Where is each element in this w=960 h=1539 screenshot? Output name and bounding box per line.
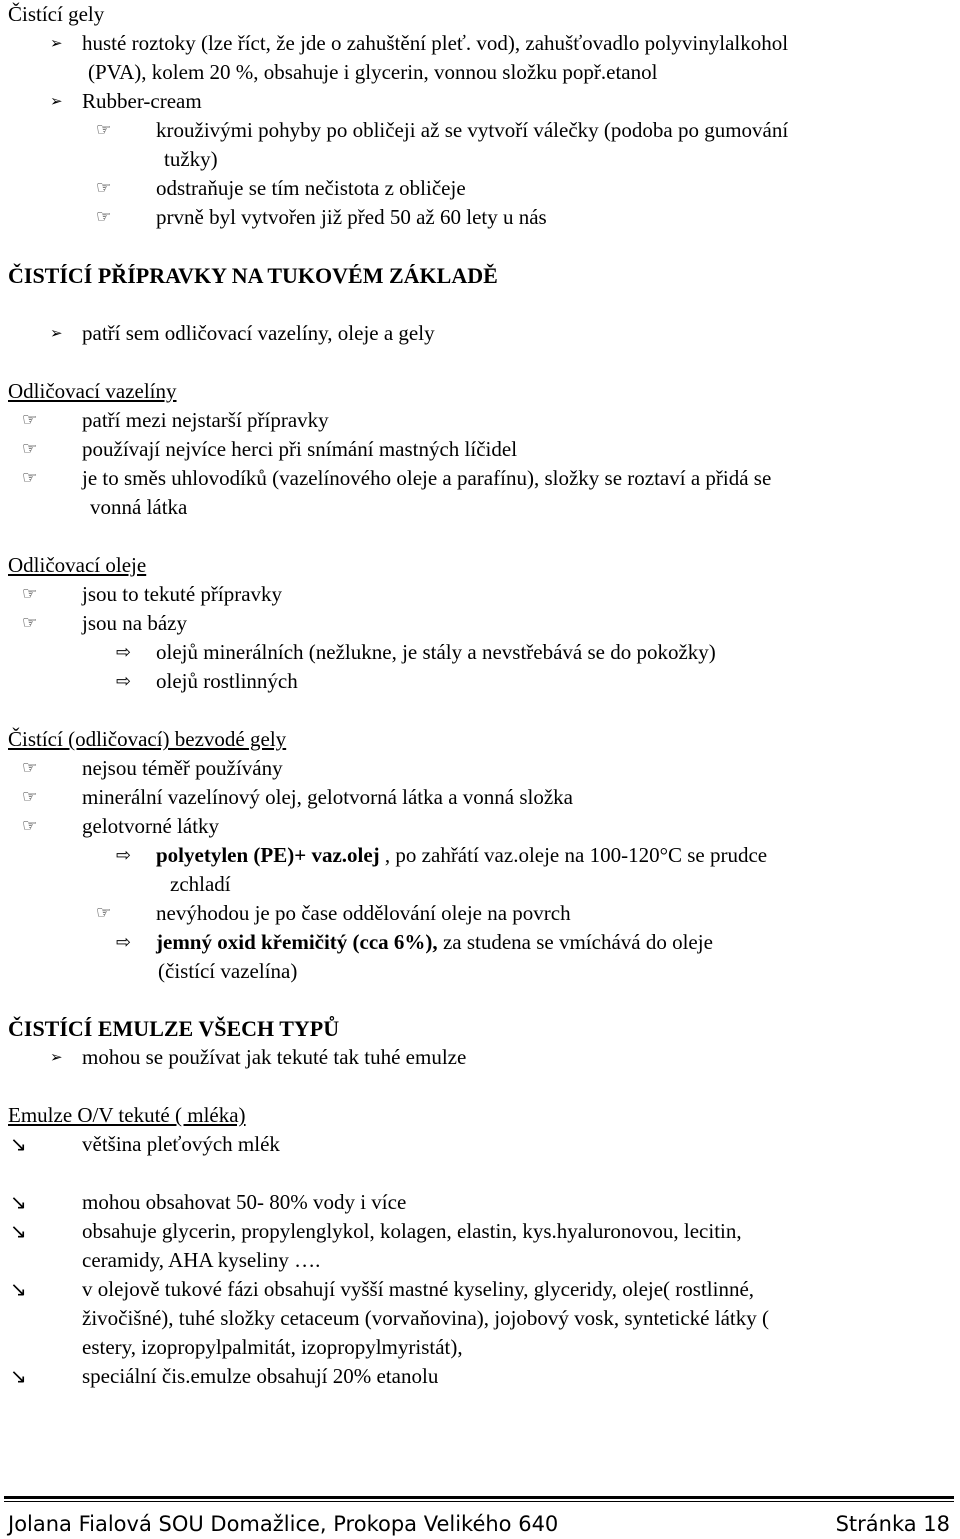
bullet-continuation: živočišné), tuhé složky cetaceum (vorvaňovina), jojobový vosk, syntetické látky ( xyxy=(82,1306,769,1330)
chevron-right-icon: ➢ xyxy=(50,34,63,52)
bullet-line: ↘ většina pleťových mlék xyxy=(82,1130,280,1159)
subheading-anhydrous-gels: Čistící (odličovací) bezvodé gely xyxy=(8,727,287,751)
bullet-line: ☞ minerální vazelínový olej, gelotvorná látka a vonná složka xyxy=(82,783,573,812)
subheading-oils: Odličovací oleje xyxy=(8,553,147,577)
chevron-right-icon: ➢ xyxy=(50,92,63,110)
arrow-down-right-icon: ↘ xyxy=(10,1364,27,1388)
bullet-line: ☞ používají nejvíce herci při snímání mastných líčidel xyxy=(82,435,517,464)
bullet-continuation: zchladí xyxy=(170,872,231,896)
bullet-line: ↘ speciální čis.emulze obsahují 20% etanolu xyxy=(82,1362,438,1391)
bullet-continuation: ceramidy, AHA kyseliny …. xyxy=(82,1248,321,1272)
sub-bullet-line: ⇨ jemný oxid křemičitý (cca 6%), za studena se vmíchává do oleje xyxy=(156,928,713,957)
bullet-continuation: (čistící vazelína) xyxy=(158,959,298,983)
sub-bullet-line: ☞ prvně byl vytvořen již před 50 až 60 lety u nás xyxy=(156,203,547,232)
bullet-line: ➢ patří sem odličovací vazelíny, oleje a gely xyxy=(82,319,435,348)
bullet-continuation: vonná látka xyxy=(90,495,188,519)
sub-bullet-line: ☞ krouživými pohyby po obličeji až se vytvoří válečky (podoba po gumování xyxy=(156,116,788,145)
sub-bullet-line: ⇨ olejů minerálních (nežlukne, je stály a nevstřebává se do pokožky) xyxy=(156,638,716,667)
bullet-line: ☞ je to směs uhlovodíků (vazelínového oleje a parafínu), složky se roztaví a přidá se xyxy=(82,464,771,493)
bullet-line: ➢ mohou se používat jak tekuté tak tuhé emulze xyxy=(82,1043,466,1072)
section-heading-fat-based: ČISTÍCÍ PŘÍPRAVKY NA TUKOVÉM ZÁKLADĚ xyxy=(8,263,498,288)
chevron-right-icon: ➢ xyxy=(50,324,63,342)
pointing-hand-icon: ☞ xyxy=(96,120,112,140)
footer-rule xyxy=(4,1496,954,1499)
bullet-line: ☞ jsou na bázy xyxy=(82,609,187,638)
pointing-hand-icon: ☞ xyxy=(22,410,38,430)
pointing-hand-icon: ☞ xyxy=(22,787,38,807)
subheading-vaselines: Odličovací vazelíny xyxy=(8,379,177,403)
pointing-hand-icon: ☞ xyxy=(22,613,38,633)
arrow-down-right-icon: ↘ xyxy=(10,1219,27,1243)
pointing-hand-icon: ☞ xyxy=(96,903,112,923)
arrow-down-right-icon: ↘ xyxy=(10,1277,27,1301)
sub-bullet-line: ☞ nevýhodou je po čase oddělování oleje na povrch xyxy=(156,899,571,928)
outlined-arrow-icon: ⇨ xyxy=(116,671,132,692)
pointing-hand-icon: ☞ xyxy=(96,178,112,198)
section-heading-emulsions: ČISTÍCÍ EMULZE VŠECH TYPŮ xyxy=(8,1016,340,1041)
pointing-hand-icon: ☞ xyxy=(22,816,38,836)
pointing-hand-icon: ☞ xyxy=(22,584,38,604)
bullet-line: ↘ mohou obsahovat 50- 80% vody i více xyxy=(82,1188,406,1217)
pointing-hand-icon: ☞ xyxy=(22,468,38,488)
bullet-line: ↘ obsahuje glycerin, propylenglykol, kolagen, elastin, kys.hyaluronovou, lecitin, xyxy=(82,1217,742,1246)
subheading-ov-emulsions: Emulze O/V tekuté ( mléka) xyxy=(8,1103,246,1127)
bullet-line: ☞ gelotvorné látky xyxy=(82,812,219,841)
outlined-arrow-icon: ⇨ xyxy=(116,642,132,663)
outlined-arrow-icon: ⇨ xyxy=(116,845,132,866)
bullet-line: ☞ patří mezi nejstarší přípravky xyxy=(82,406,329,435)
footer-page-number: Stránka 18 xyxy=(835,1512,950,1536)
bullet-line: ➢ Rubber-cream xyxy=(82,87,202,116)
section-heading-cleansing-gels: Čistící gely xyxy=(8,2,105,26)
arrow-down-right-icon: ↘ xyxy=(10,1190,27,1214)
bullet-line: ↘ v olejově tukové fázi obsahují vyšší mastné kyseliny, glyceridy, oleje( rostlinné, xyxy=(82,1275,754,1304)
pointing-hand-icon: ☞ xyxy=(96,207,112,227)
footer-author: Jolana Fialová SOU Domažlice, Prokopa Velikého 640 xyxy=(8,1512,559,1536)
bullet-continuation: estery, izopropylpalmitát, izopropylmyristát), xyxy=(82,1335,463,1359)
pointing-hand-icon: ☞ xyxy=(22,758,38,778)
bullet-line: ☞ nejsou téměř používány xyxy=(82,754,283,783)
footer-rule-thin xyxy=(4,1501,954,1502)
sub-bullet-line: ☞ odstraňuje se tím nečistota z obličeje xyxy=(156,174,466,203)
chevron-right-icon: ➢ xyxy=(50,1048,63,1066)
arrow-down-right-icon: ↘ xyxy=(10,1132,27,1156)
bullet-continuation: tužky) xyxy=(164,147,218,171)
pointing-hand-icon: ☞ xyxy=(22,439,38,459)
bullet-continuation: (PVA), kolem 20 %, obsahuje i glycerin, vonnou složku popř.etanol xyxy=(88,60,658,84)
bullet-line: ➢ husté roztoky (lze říct, že jde o zahuštění pleť. vod), zahušťovadlo polyvinylalkohol xyxy=(82,29,788,58)
sub-bullet-line: ⇨ polyetylen (PE)+ vaz.olej , po zahřátí vaz.oleje na 100-120°C se prudce xyxy=(156,841,767,870)
sub-bullet-line: ⇨ olejů rostlinných xyxy=(156,667,298,696)
outlined-arrow-icon: ⇨ xyxy=(116,932,132,953)
bullet-line: ☞ jsou to tekuté přípravky xyxy=(82,580,282,609)
